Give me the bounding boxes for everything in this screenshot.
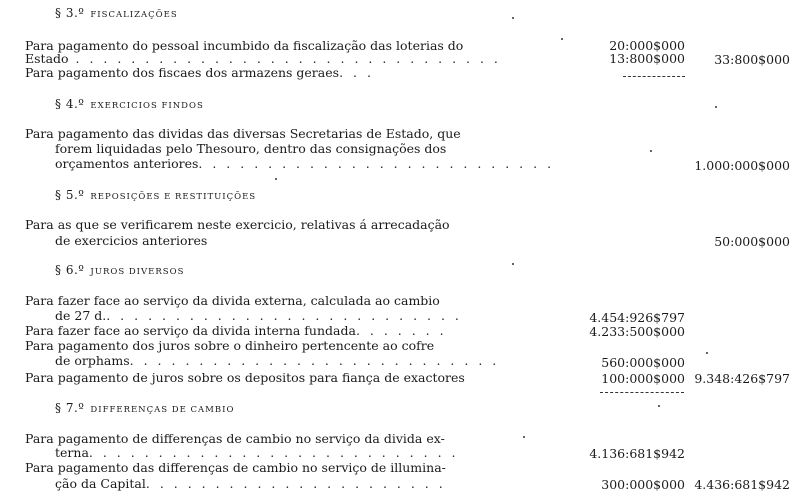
s6-amount-2: 4.233:500$000 [589, 324, 685, 339]
s6-line-2-text: de 27 d. [55, 308, 107, 323]
s3-amount-2: 13:800$000 [609, 51, 685, 66]
s3-line-2-text: Estado [25, 51, 69, 66]
s6-amount-1: 4.454:926$797 [589, 310, 685, 325]
section-6-heading [55, 263, 184, 277]
s7-total: 4.436:681$942 [694, 477, 790, 492]
s5-line-2: de exercicios anteriores [55, 233, 208, 248]
section-6-number: § 6.º [55, 263, 85, 277]
scan-speck [512, 263, 514, 265]
section-4-heading [55, 97, 204, 111]
s4-total: 1.000:000$000 [694, 158, 790, 173]
leader-dots [356, 325, 446, 336]
s6-line-1: Para fazer face ao serviço da divida externa, calculada ao cambio [25, 293, 440, 308]
s6-line-5-text: de orphams [55, 353, 130, 368]
s4-line-2: forem liquidadas pelo Thesouro, dentro das consignações dos [55, 141, 447, 156]
scan-speck [275, 178, 277, 180]
s6-line-6: Para pagamento de juros sobre os depositos para fiança de exactores [25, 370, 465, 385]
s7-amount-1: 4.136:681$942 [589, 446, 685, 461]
s5-total: 50:000$000 [714, 234, 790, 249]
s4-line-1: Para pagamento das dividas das diversas Secretarias de Estado, que [25, 126, 461, 141]
s7-amount-2: 300:000$000 [601, 477, 685, 492]
s4-line-3 [55, 158, 558, 169]
section-4-number: § 4.º [55, 97, 85, 111]
section-5-number: § 5.º [55, 188, 85, 202]
scan-speck [523, 436, 525, 438]
s3-line-3-text: Para pagamento dos fiscaes dos armazens geraes [25, 65, 340, 80]
leader-dots [106, 310, 466, 321]
s5-line-1: Para as que se verificarem neste exercicio, relativas á arrecadação [25, 217, 450, 232]
section-5-heading [55, 188, 256, 202]
leader-dots [69, 51, 501, 66]
s7-line-4 [55, 478, 446, 489]
s6-amount-4: 100:000$000 [601, 371, 685, 386]
s3-total: 33:800$000 [714, 52, 790, 67]
section-4-title: EXERCICIOS FINDOS [90, 101, 204, 111]
section-3-title: FISCALIZAÇÕES [90, 10, 178, 20]
s6-line-4: Para pagamento dos juros sobre o dinheiro pertencente ao cofre [25, 338, 435, 353]
leader-dots [146, 478, 446, 489]
section-7-number: § 7.º [55, 401, 85, 415]
leader-dots [130, 355, 500, 366]
section-3-number: § 3.º [55, 6, 85, 20]
s6-total: 9.348:426$797 [694, 371, 790, 386]
scan-speck [706, 352, 708, 354]
s6-line-3-text: Para fazer face ao serviço da divida interna fundada [25, 323, 356, 338]
s3-line-2 [25, 53, 501, 64]
s6-line-5 [55, 355, 500, 366]
s3-line-1: Para pagamento do pessoal incumbido da fiscalização das loterias do [25, 38, 464, 53]
s7-line-1: Para pagamento de differenças de cambio no serviço da divida ex- [25, 431, 445, 446]
s6-line-3 [25, 325, 446, 336]
section-6-title: JUROS DIVERSOS [90, 267, 185, 277]
s7-line-2-text: terna [55, 445, 89, 460]
s7-line-4-text: ção da Capital [55, 476, 146, 491]
s6-amount-3: 560:000$000 [601, 355, 685, 370]
leader-dots [89, 447, 459, 458]
s4-line-3-text: orçamentos anteriores [55, 156, 199, 171]
leader-dots [339, 67, 379, 78]
sum-rule [623, 76, 685, 77]
s7-line-3: Para pagamento das differenças de cambio no serviço de illumina- [25, 460, 446, 475]
section-5-title: REPOSIÇÕES E RESTITUIÇÕES [90, 192, 257, 202]
leader-dots [198, 158, 558, 169]
scan-speck [715, 106, 717, 108]
section-7-title: DIFFERENÇAS DE CAMBIO [90, 405, 235, 415]
sum-rule [600, 392, 684, 393]
scan-speck [658, 405, 660, 407]
scan-speck [512, 17, 514, 19]
s3-amount-1: 20:000$000 [609, 38, 685, 53]
s7-line-2 [55, 447, 459, 458]
section-3-heading [55, 6, 178, 20]
section-7-heading [55, 401, 234, 415]
s6-line-2 [55, 310, 466, 321]
scan-speck [650, 150, 652, 152]
scan-speck [561, 38, 563, 40]
s3-line-3 [25, 67, 379, 78]
